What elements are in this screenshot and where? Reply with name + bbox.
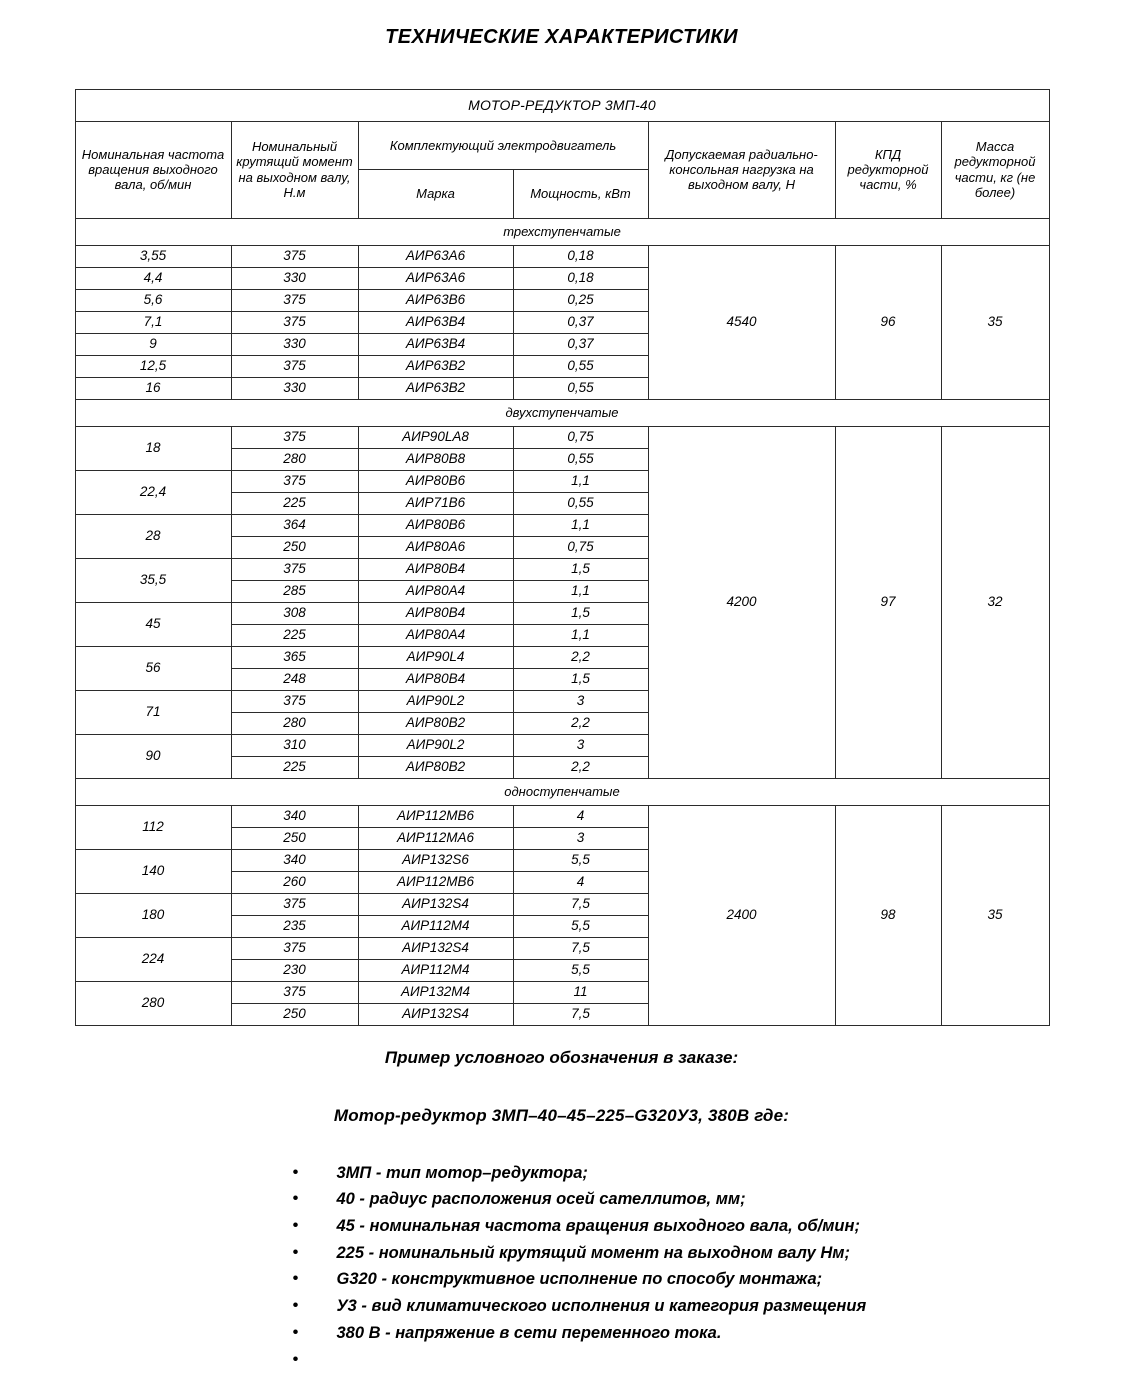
cell-rpm: 7,1 (75, 311, 231, 333)
cell-brand: АИР132М4 (358, 981, 513, 1003)
cell-brand: АИР132S4 (358, 937, 513, 959)
cell-power: 1,1 (513, 624, 648, 646)
cell-power: 1,1 (513, 514, 648, 536)
cell-load: 4540 (648, 245, 835, 399)
cell-brand: АИР112МА6 (358, 827, 513, 849)
cell-rpm: 180 (75, 893, 231, 937)
table-row (75, 426, 1049, 448)
cell-rpm: 224 (75, 937, 231, 981)
cell-power: 5,5 (513, 849, 648, 871)
header-row-top (75, 121, 1049, 170)
cell-brand: АИР132S6 (358, 849, 513, 871)
cell-mass: 35 (941, 805, 1049, 1025)
cell-power: 1,1 (513, 580, 648, 602)
cell-brand: АИР80В8 (358, 448, 513, 470)
cell-mass: 35 (941, 245, 1049, 399)
spec-table (75, 89, 1050, 1026)
legend-item-label: 45 - номинальная частота вращения выходного вала, об/мин; (336, 1216, 860, 1235)
cell-power: 1,1 (513, 470, 648, 492)
legend-item-label: 3МП - тип мотор–редуктора; (336, 1163, 588, 1182)
spec-table-body (75, 90, 1049, 1026)
header-load: Допускаемая радиально-консольная нагрузка на выходном валу, Н (648, 121, 835, 218)
bullet-icon: • (292, 1163, 299, 1181)
section-header-row (75, 778, 1049, 805)
legend-item (293, 1160, 1049, 1187)
cell-torque: 365 (231, 646, 358, 668)
cell-torque: 375 (231, 470, 358, 492)
bullet-icon: • (292, 1216, 299, 1234)
header-efficiency: КПД редукторной части, % (835, 121, 941, 218)
cell-power: 2,2 (513, 646, 648, 668)
cell-brand: АИР63В4 (358, 311, 513, 333)
cell-power: 0,37 (513, 333, 648, 355)
cell-brand: АИР90L4 (358, 646, 513, 668)
cell-power: 4 (513, 871, 648, 893)
cell-torque: 310 (231, 734, 358, 756)
table-row (75, 245, 1049, 267)
section-header-row (75, 218, 1049, 245)
cell-brand: АИР63В2 (358, 377, 513, 399)
cell-brand: АИР132S4 (358, 1003, 513, 1025)
cell-torque: 340 (231, 805, 358, 827)
cell-torque: 308 (231, 602, 358, 624)
legend-item (293, 1320, 1049, 1347)
legend-item-label: 40 - радиус расположения осей сателлитов, мм; (336, 1190, 746, 1209)
example-code: Мотор-редуктор 3МП–40–45–225–G320У3, 380В где: (333, 1105, 790, 1125)
cell-power: 0,55 (513, 355, 648, 377)
cell-brand: АИР80В2 (358, 712, 513, 734)
table-row (75, 805, 1049, 827)
legend-item (293, 1240, 1049, 1267)
cell-rpm: 35,5 (75, 558, 231, 602)
cell-rpm: 28 (75, 514, 231, 558)
cell-rpm: 140 (75, 849, 231, 893)
bullet-icon: • (292, 1243, 299, 1261)
cell-power: 1,5 (513, 602, 648, 624)
cell-torque: 375 (231, 558, 358, 580)
legend-item (293, 1266, 1049, 1293)
bullet-icon: • (292, 1297, 299, 1315)
cell-rpm: 90 (75, 734, 231, 778)
cell-rpm: 45 (75, 602, 231, 646)
cell-brand: АИР80В6 (358, 470, 513, 492)
cell-brand: АИР80В4 (358, 558, 513, 580)
table-title-row (75, 90, 1049, 122)
legend-item-label: У3 - вид климатического исполнения и категория размещения (336, 1297, 867, 1316)
bullet-icon: • (292, 1350, 299, 1368)
header-mass: Масса редукторной части, кг (не более) (941, 121, 1049, 218)
cell-power: 7,5 (513, 937, 648, 959)
cell-brand: АИР71В6 (358, 492, 513, 514)
legend-item-label: 380 В - напряжение в сети переменного тока. (336, 1323, 722, 1342)
cell-brand: АИР63В4 (358, 333, 513, 355)
cell-torque: 330 (231, 267, 358, 289)
bullet-icon: • (292, 1190, 299, 1208)
cell-torque: 375 (231, 311, 358, 333)
cell-torque: 230 (231, 959, 358, 981)
cell-rpm: 56 (75, 646, 231, 690)
cell-torque: 375 (231, 289, 358, 311)
section-label-text: двухступенчатые (505, 404, 619, 420)
cell-torque: 250 (231, 536, 358, 558)
cell-torque: 260 (231, 871, 358, 893)
cell-rpm: 3,55 (75, 245, 231, 267)
cell-power: 7,5 (513, 893, 648, 915)
header-brand: Марка (358, 170, 513, 219)
cell-rpm: 22,4 (75, 470, 231, 514)
cell-torque: 280 (231, 448, 358, 470)
cell-torque: 375 (231, 426, 358, 448)
cell-rpm: 16 (75, 377, 231, 399)
cell-torque: 235 (231, 915, 358, 937)
legend-item (293, 1347, 1049, 1374)
cell-torque: 250 (231, 1003, 358, 1025)
cell-power: 7,5 (513, 1003, 648, 1025)
section-label (75, 218, 1049, 245)
cell-torque: 340 (231, 849, 358, 871)
cell-torque: 248 (231, 668, 358, 690)
cell-power: 0,55 (513, 377, 648, 399)
cell-torque: 375 (231, 937, 358, 959)
cell-power: 3 (513, 827, 648, 849)
cell-power: 5,5 (513, 959, 648, 981)
cell-torque: 375 (231, 690, 358, 712)
cell-torque: 285 (231, 580, 358, 602)
cell-power: 4 (513, 805, 648, 827)
cell-brand: АИР80А4 (358, 580, 513, 602)
cell-power: 2,2 (513, 712, 648, 734)
header-power: Мощность, кВт (513, 170, 648, 219)
page-title: ТЕХНИЧЕСКИЕ ХАРАКТЕРИСТИКИ (385, 26, 738, 48)
cell-load: 2400 (648, 805, 835, 1025)
header-rpm: Номинальная частота вращения выходного вала, об/мин (75, 121, 231, 218)
cell-power: 0,18 (513, 245, 648, 267)
cell-rpm: 5,6 (75, 289, 231, 311)
cell-torque: 375 (231, 245, 358, 267)
cell-power: 1,5 (513, 668, 648, 690)
cell-rpm: 280 (75, 981, 231, 1025)
cell-rpm: 9 (75, 333, 231, 355)
cell-brand: АИР112М4 (358, 915, 513, 937)
header-torque: Номинальный крутящий момент на выходном валу, Н.м (231, 121, 358, 218)
cell-efficiency: 97 (835, 426, 941, 778)
cell-brand: АИР90L2 (358, 734, 513, 756)
legend-item (293, 1293, 1049, 1320)
section-header-row (75, 399, 1049, 426)
cell-efficiency: 98 (835, 805, 941, 1025)
table-title: МОТОР-РЕДУКТОР 3МП-40 (75, 90, 1049, 122)
bullet-icon: • (292, 1270, 299, 1288)
cell-power: 0,55 (513, 492, 648, 514)
spec-table-container (75, 89, 1049, 1026)
cell-rpm: 71 (75, 690, 231, 734)
cell-brand: АИР112М4 (358, 959, 513, 981)
cell-brand: АИР80А6 (358, 536, 513, 558)
cell-brand: АИР80В2 (358, 756, 513, 778)
cell-power: 2,2 (513, 756, 648, 778)
bullet-icon: • (292, 1323, 299, 1341)
cell-torque: 250 (231, 827, 358, 849)
cell-brand: АИР112МВ6 (358, 871, 513, 893)
cell-torque: 225 (231, 492, 358, 514)
cell-torque: 330 (231, 333, 358, 355)
cell-torque: 364 (231, 514, 358, 536)
cell-brand: АИР112МВ6 (358, 805, 513, 827)
cell-torque: 225 (231, 756, 358, 778)
cell-torque: 280 (231, 712, 358, 734)
section-label (75, 399, 1049, 426)
example-heading: Пример условного обозначения в заказе: (384, 1047, 739, 1067)
cell-brand: АИР90L2 (358, 690, 513, 712)
cell-brand: АИР63В2 (358, 355, 513, 377)
cell-power: 5,5 (513, 915, 648, 937)
cell-power: 1,5 (513, 558, 648, 580)
cell-brand: АИР80В4 (358, 668, 513, 690)
cell-rpm: 18 (75, 426, 231, 470)
cell-efficiency: 96 (835, 245, 941, 399)
cell-brand: АИР132S4 (358, 893, 513, 915)
cell-brand: АИР90LA8 (358, 426, 513, 448)
section-label-text: одноступенчатые (504, 783, 620, 799)
cell-power: 0,18 (513, 267, 648, 289)
cell-load: 4200 (648, 426, 835, 778)
cell-rpm: 4,4 (75, 267, 231, 289)
cell-power: 0,55 (513, 448, 648, 470)
cell-brand: АИР80А4 (358, 624, 513, 646)
cell-brand: АИР63А6 (358, 267, 513, 289)
cell-power: 0,25 (513, 289, 648, 311)
legend-item (293, 1213, 1049, 1240)
cell-power: 11 (513, 981, 648, 1003)
legend-item-label: G320 - конструктивное исполнение по способу монтажа; (336, 1270, 823, 1289)
legend-item-label: 225 - номинальный крутящий момент на выходном валу Нм; (336, 1243, 850, 1262)
cell-rpm: 12,5 (75, 355, 231, 377)
cell-torque: 375 (231, 981, 358, 1003)
cell-brand: АИР63В6 (358, 289, 513, 311)
cell-brand: АИР63А6 (358, 245, 513, 267)
cell-power: 0,37 (513, 311, 648, 333)
cell-rpm: 112 (75, 805, 231, 849)
section-label (75, 778, 1049, 805)
cell-power: 3 (513, 734, 648, 756)
cell-brand: АИР80В4 (358, 602, 513, 624)
cell-mass: 32 (941, 426, 1049, 778)
section-label-text: трехступенчатые (503, 223, 621, 239)
cell-torque: 330 (231, 377, 358, 399)
cell-torque: 375 (231, 355, 358, 377)
cell-power: 0,75 (513, 536, 648, 558)
legend-list (75, 1160, 1049, 1374)
cell-torque: 225 (231, 624, 358, 646)
cell-torque: 375 (231, 893, 358, 915)
cell-power: 3 (513, 690, 648, 712)
cell-brand: АИР80В6 (358, 514, 513, 536)
header-motor-group: Комплектующий электродвигатель (358, 121, 648, 170)
cell-power: 0,75 (513, 426, 648, 448)
